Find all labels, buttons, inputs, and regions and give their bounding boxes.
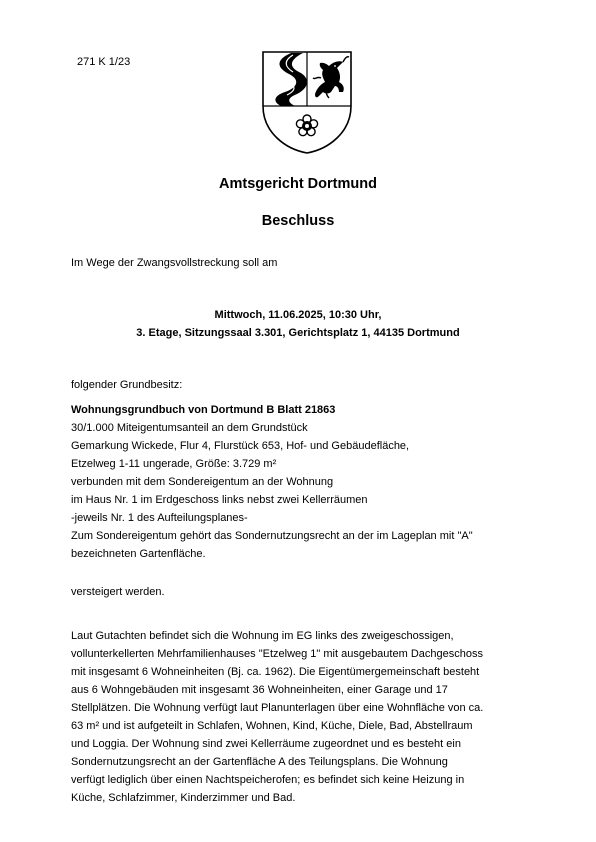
appointment-date-time: Mittwoch, 11.06.2025, 10:30 Uhr, [214,309,382,321]
property-line: Etzelweg 1-11 ungerade, Größe: 3.729 m² [71,458,277,470]
nrw-coat-of-arms-icon [257,48,357,155]
appraisal-line: und Loggia. Der Wohnung sind zwei Kellerräume zugeordnet und es besteht ein [71,738,461,750]
appraisal-line: mit insgesamt 6 Wohneinheiten (Bj. ca. 1962). Die Eigentümergemeinschaft besteht [71,666,480,678]
property-line: Gemarkung Wickede, Flur 4, Flurstück 653, Hof- und Gebäudefläche, [71,440,410,452]
appointment-location: 3. Etage, Sitzungssaal 3.301, Gerichtsplatz 1, 44135 Dortmund [136,327,460,339]
court-name: Amtsgericht Dortmund [219,176,377,192]
property-heading: Wohnungsgrundbuch von Dortmund B Blatt 21863 [71,404,336,416]
appraisal-line: aus 6 Wohngebäuden mit insgesamt 36 Wohneinheiten, einer Garage und 17 [71,684,448,696]
property-line: im Haus Nr. 1 im Erdgeschoss links nebst zwei Kellerräumen [71,494,368,506]
appraisal-line: Sondernutzungsrecht an der Gartenfläche A des Teilungsplans. Die Wohnung [71,756,448,768]
case-number: 271 K 1/23 [77,56,131,68]
appraisal-line: verfügt lediglich über einen Nachtspeicherofen; es befindet sich keine Heizung in [71,774,465,786]
appraisal-line: Küche, Schlafzimmer, Kinderzimmer und Bad. [71,792,296,804]
intro-text: Im Wege der Zwangsvollstreckung soll am [71,257,278,269]
auction-statement: versteigert werden. [71,586,165,598]
appraisal-line: vollunterkellerten Mehrfamilienhauses "Etzelweg 1" mit ausgebautem Dachgeschoss [71,648,483,660]
document-type: Beschluss [261,213,335,229]
appraisal-line: 63 m² und ist aufgeteilt in Schlafen, Wohnen, Kind, Küche, Diele, Bad, Abstellraum [71,720,473,732]
appraisal-line: Stellplätzen. Die Wohnung verfügt laut Planunterlagen über eine Wohnfläche von ca. [71,702,484,714]
appraisal-line: Laut Gutachten befindet sich die Wohnung im EG links des zweigeschossigen, [71,630,454,642]
property-line: Zum Sondereigentum gehört das Sondernutzungsrecht an der im Lageplan mit "A" [71,530,473,542]
property-line: bezeichneten Gartenfläche. [71,548,206,560]
property-line: -jeweils Nr. 1 des Aufteilungsplanes- [71,512,248,524]
property-line: verbunden mit dem Sondereigentum an der Wohnung [71,476,334,488]
property-line: 30/1.000 Miteigentumsanteil an dem Grundstück [71,422,308,434]
property-intro: folgender Grundbesitz: [71,379,183,391]
